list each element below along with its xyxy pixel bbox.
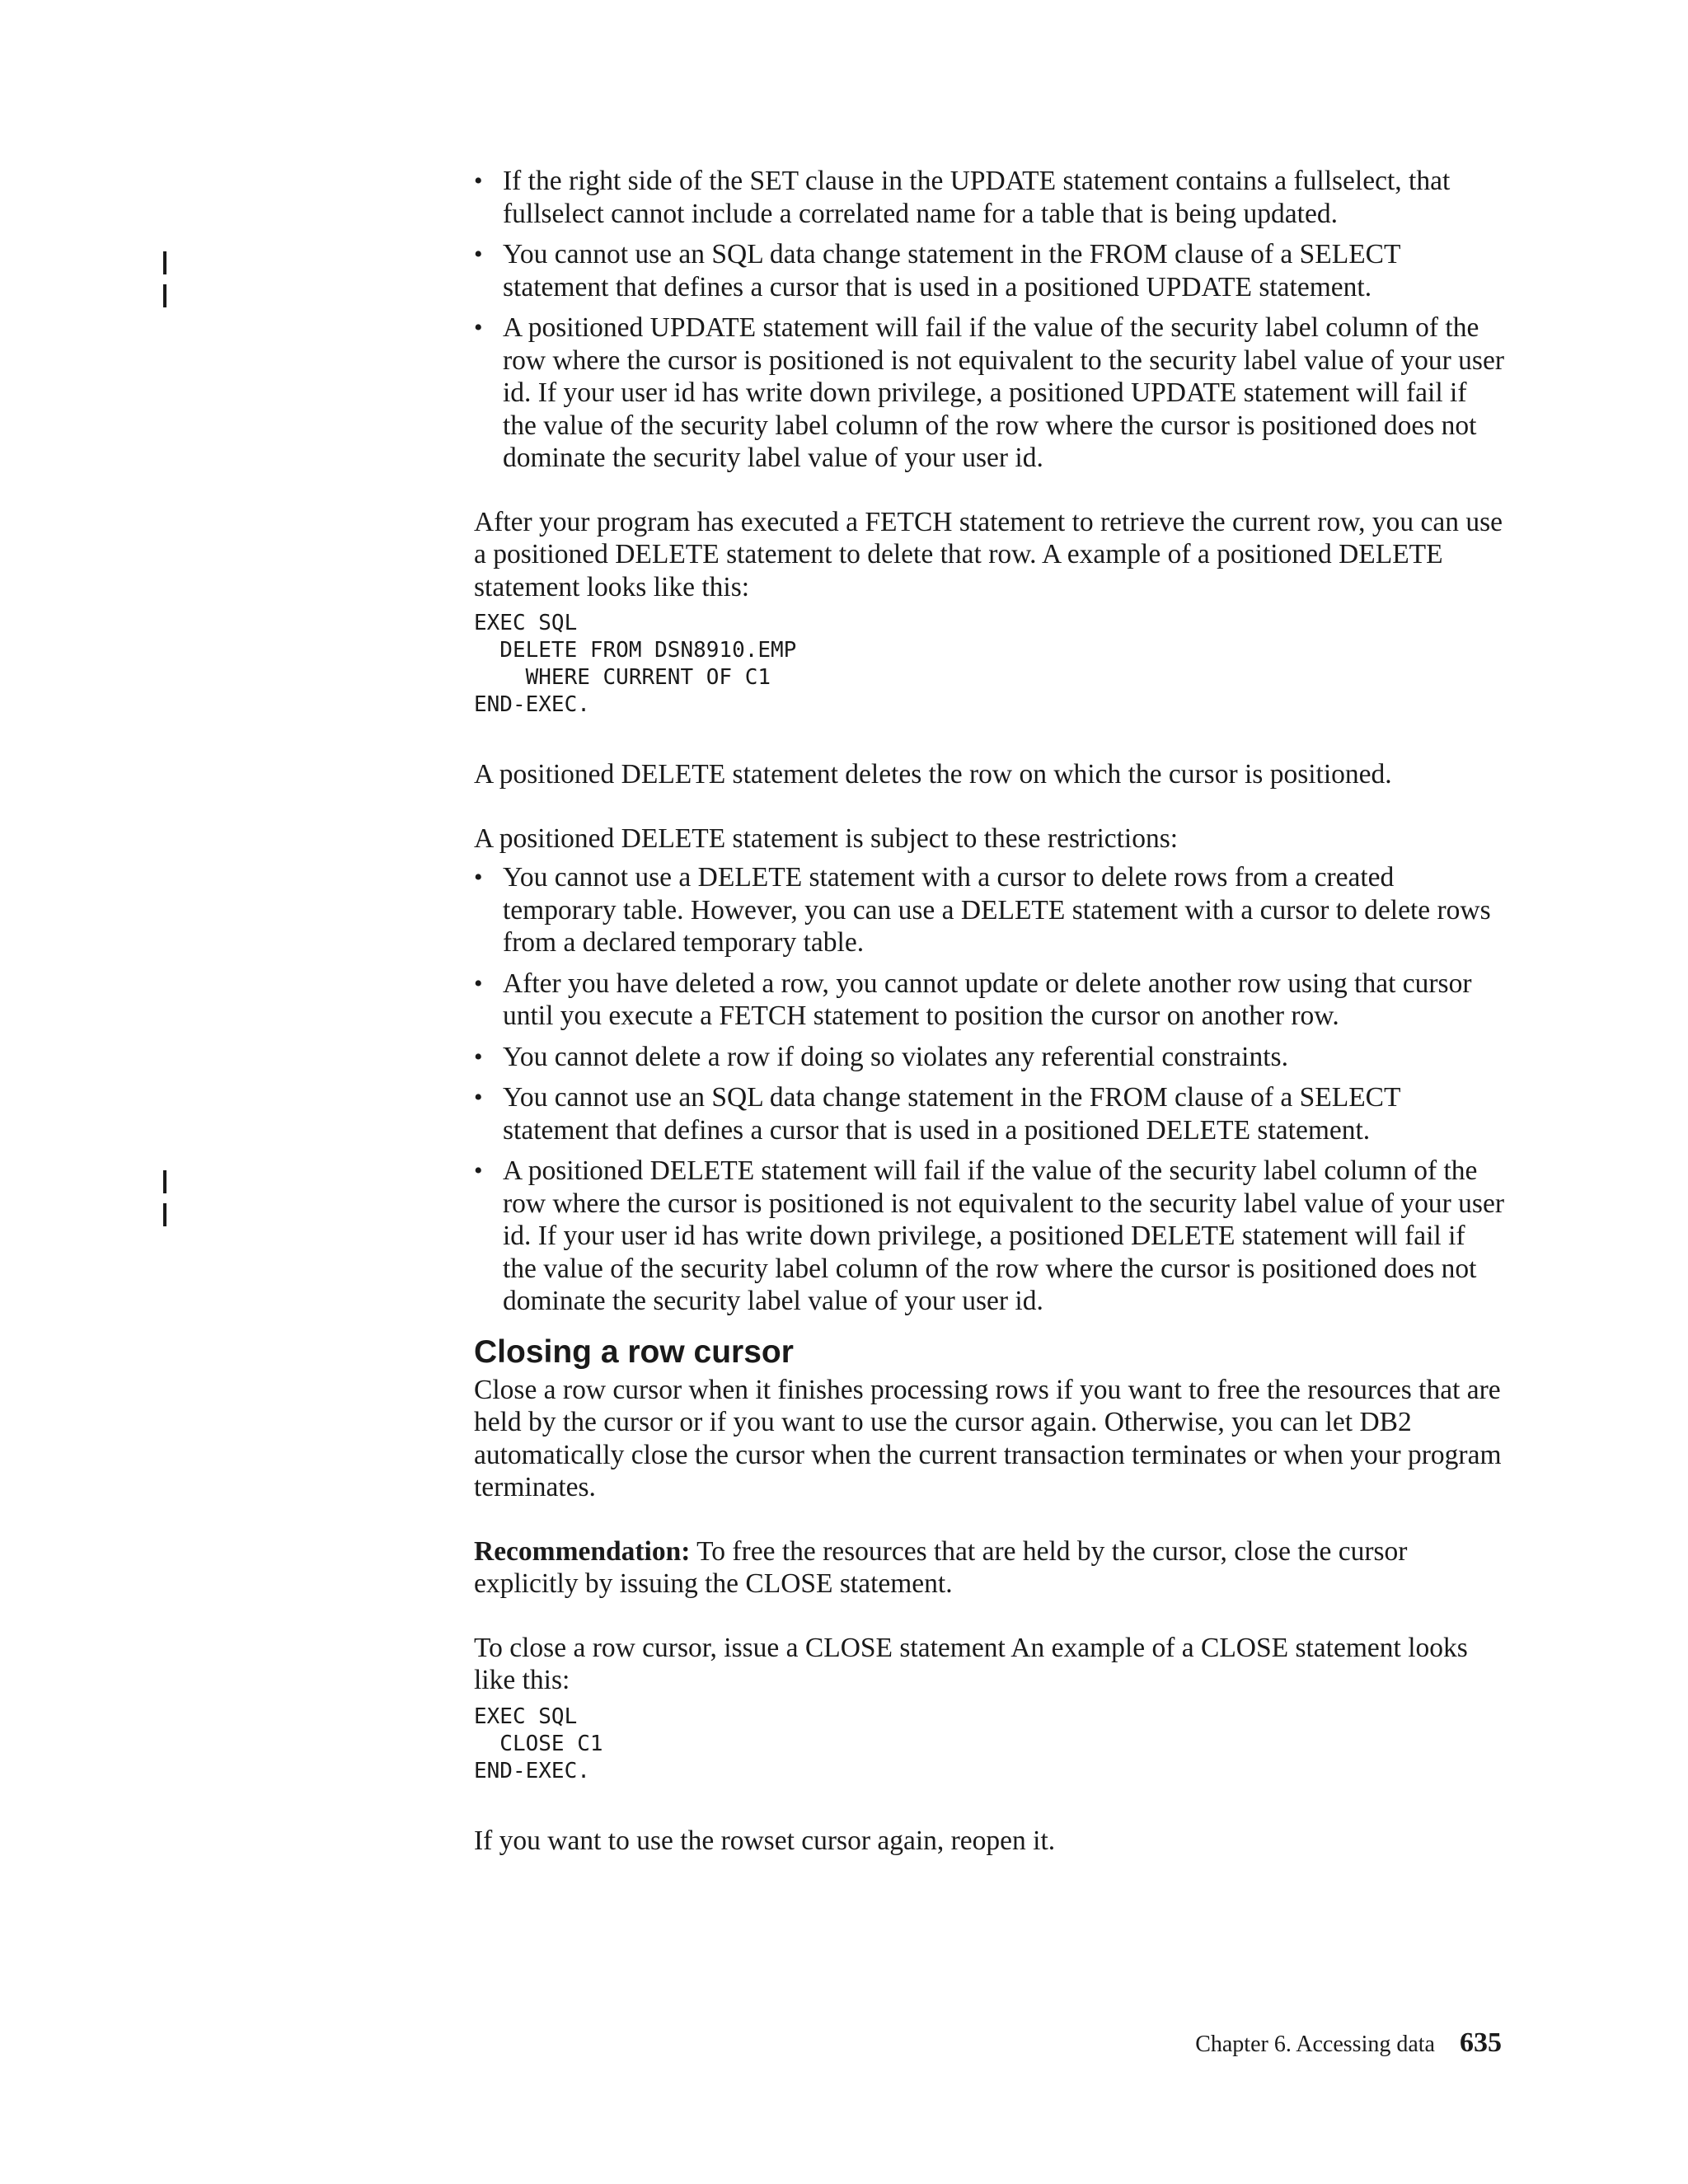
- list-item: • You cannot use a DELETE statement with a cursor to delete rows from a created temporary table. However, you can use a DELETE statement with a cursor to delete rows from a declared temporary table.: [474, 861, 1504, 959]
- list-item: • After you have deleted a row, you cannot update or delete another row using that cursor until you execute a FETCH statement to position the cursor on another row.: [474, 968, 1504, 1033]
- list-item: • A positioned DELETE statement will fail if the value of the security label column of the row where the cursor is positioned is not equivalent to the security label value of your user id. If your user id has write down privilege, a positioned DELETE statement will fail if the value of the security label column of the row where the cursor is positioned does not dominate the security label value of your user id.: [474, 1155, 1504, 1318]
- recommendation-text: To free the resources that are held by the cursor, close the cursor explicitly by issuing the CLOSE statement.: [474, 1535, 1408, 1599]
- list-item: • You cannot delete a row if doing so violates any referential constraints.: [474, 1041, 1504, 1074]
- closing-paragraph: Close a row cursor when it finishes processing rows if you want to free the resources that are held by the cursor or if you want to use the cursor again. Otherwise, you can let DB2 automatically close the cursor when the current transaction terminates or when your program terminates.: [474, 1374, 1502, 1502]
- close-intro-paragraph: To close a row cursor, issue a CLOSE statement An example of a CLOSE statement looks like this:: [474, 1632, 1468, 1695]
- delete-intro-paragraph: After your program has executed a FETCH statement to retrieve the current row, you can use a positioned DELETE statement to delete that row. A example of a positioned DELETE statement looks like this:: [474, 506, 1503, 602]
- page-footer: [1195, 2027, 1502, 2059]
- list-item: • If the right side of the SET clause in the UPDATE statement contains a fullselect, that fullselect cannot include a correlated name for a table that is being updated.: [474, 165, 1504, 230]
- close-code-example: EXEC SQL CLOSE C1 END-EXEC.: [474, 1704, 603, 1783]
- revision-bar: [163, 284, 166, 307]
- update-restrictions-list: [474, 165, 1504, 475]
- revision-bar: [163, 1170, 166, 1193]
- revision-bar: [163, 251, 166, 274]
- revision-bar: [163, 1203, 166, 1226]
- recommendation-label: Recommendation:: [474, 1535, 691, 1567]
- delete-code-example: EXEC SQL DELETE FROM DSN8910.EMP WHERE CURRENT OF C1 END-EXEC.: [474, 611, 797, 717]
- section-heading: Closing a row cursor: [474, 1333, 794, 1370]
- chapter-title: Chapter 6. Accessing data: [1195, 2032, 1435, 2057]
- list-item: • You cannot use an SQL data change statement in the FROM clause of a SELECT statement that defines a cursor that is used in a positioned DELETE statement.: [474, 1081, 1504, 1146]
- delete-restrictions-intro: A positioned DELETE statement is subject to these restrictions:: [474, 823, 1179, 854]
- reopen-note-paragraph: If you want to use the rowset cursor again, reopen it.: [474, 1825, 1056, 1856]
- page-number: 635: [1460, 2027, 1502, 2058]
- main-content: [474, 165, 1504, 1888]
- recommendation-paragraph: [474, 1535, 1504, 1601]
- delete-effect-paragraph: A positioned DELETE statement deletes the row on which the cursor is positioned.: [474, 759, 1392, 790]
- list-item: • You cannot use an SQL data change statement in the FROM clause of a SELECT statement that defines a cursor that is used in a positioned UPDATE statement.: [474, 238, 1504, 303]
- delete-restrictions-list: [474, 861, 1504, 1318]
- list-item: • A positioned UPDATE statement will fail if the value of the security label column of the row where the cursor is positioned is not equivalent to the security label value of your user id. If your user id has write down privilege, a positioned UPDATE statement will fail if the value of the security label column of the row where the cursor is positioned does not dominate the security label value of your user id.: [474, 312, 1504, 475]
